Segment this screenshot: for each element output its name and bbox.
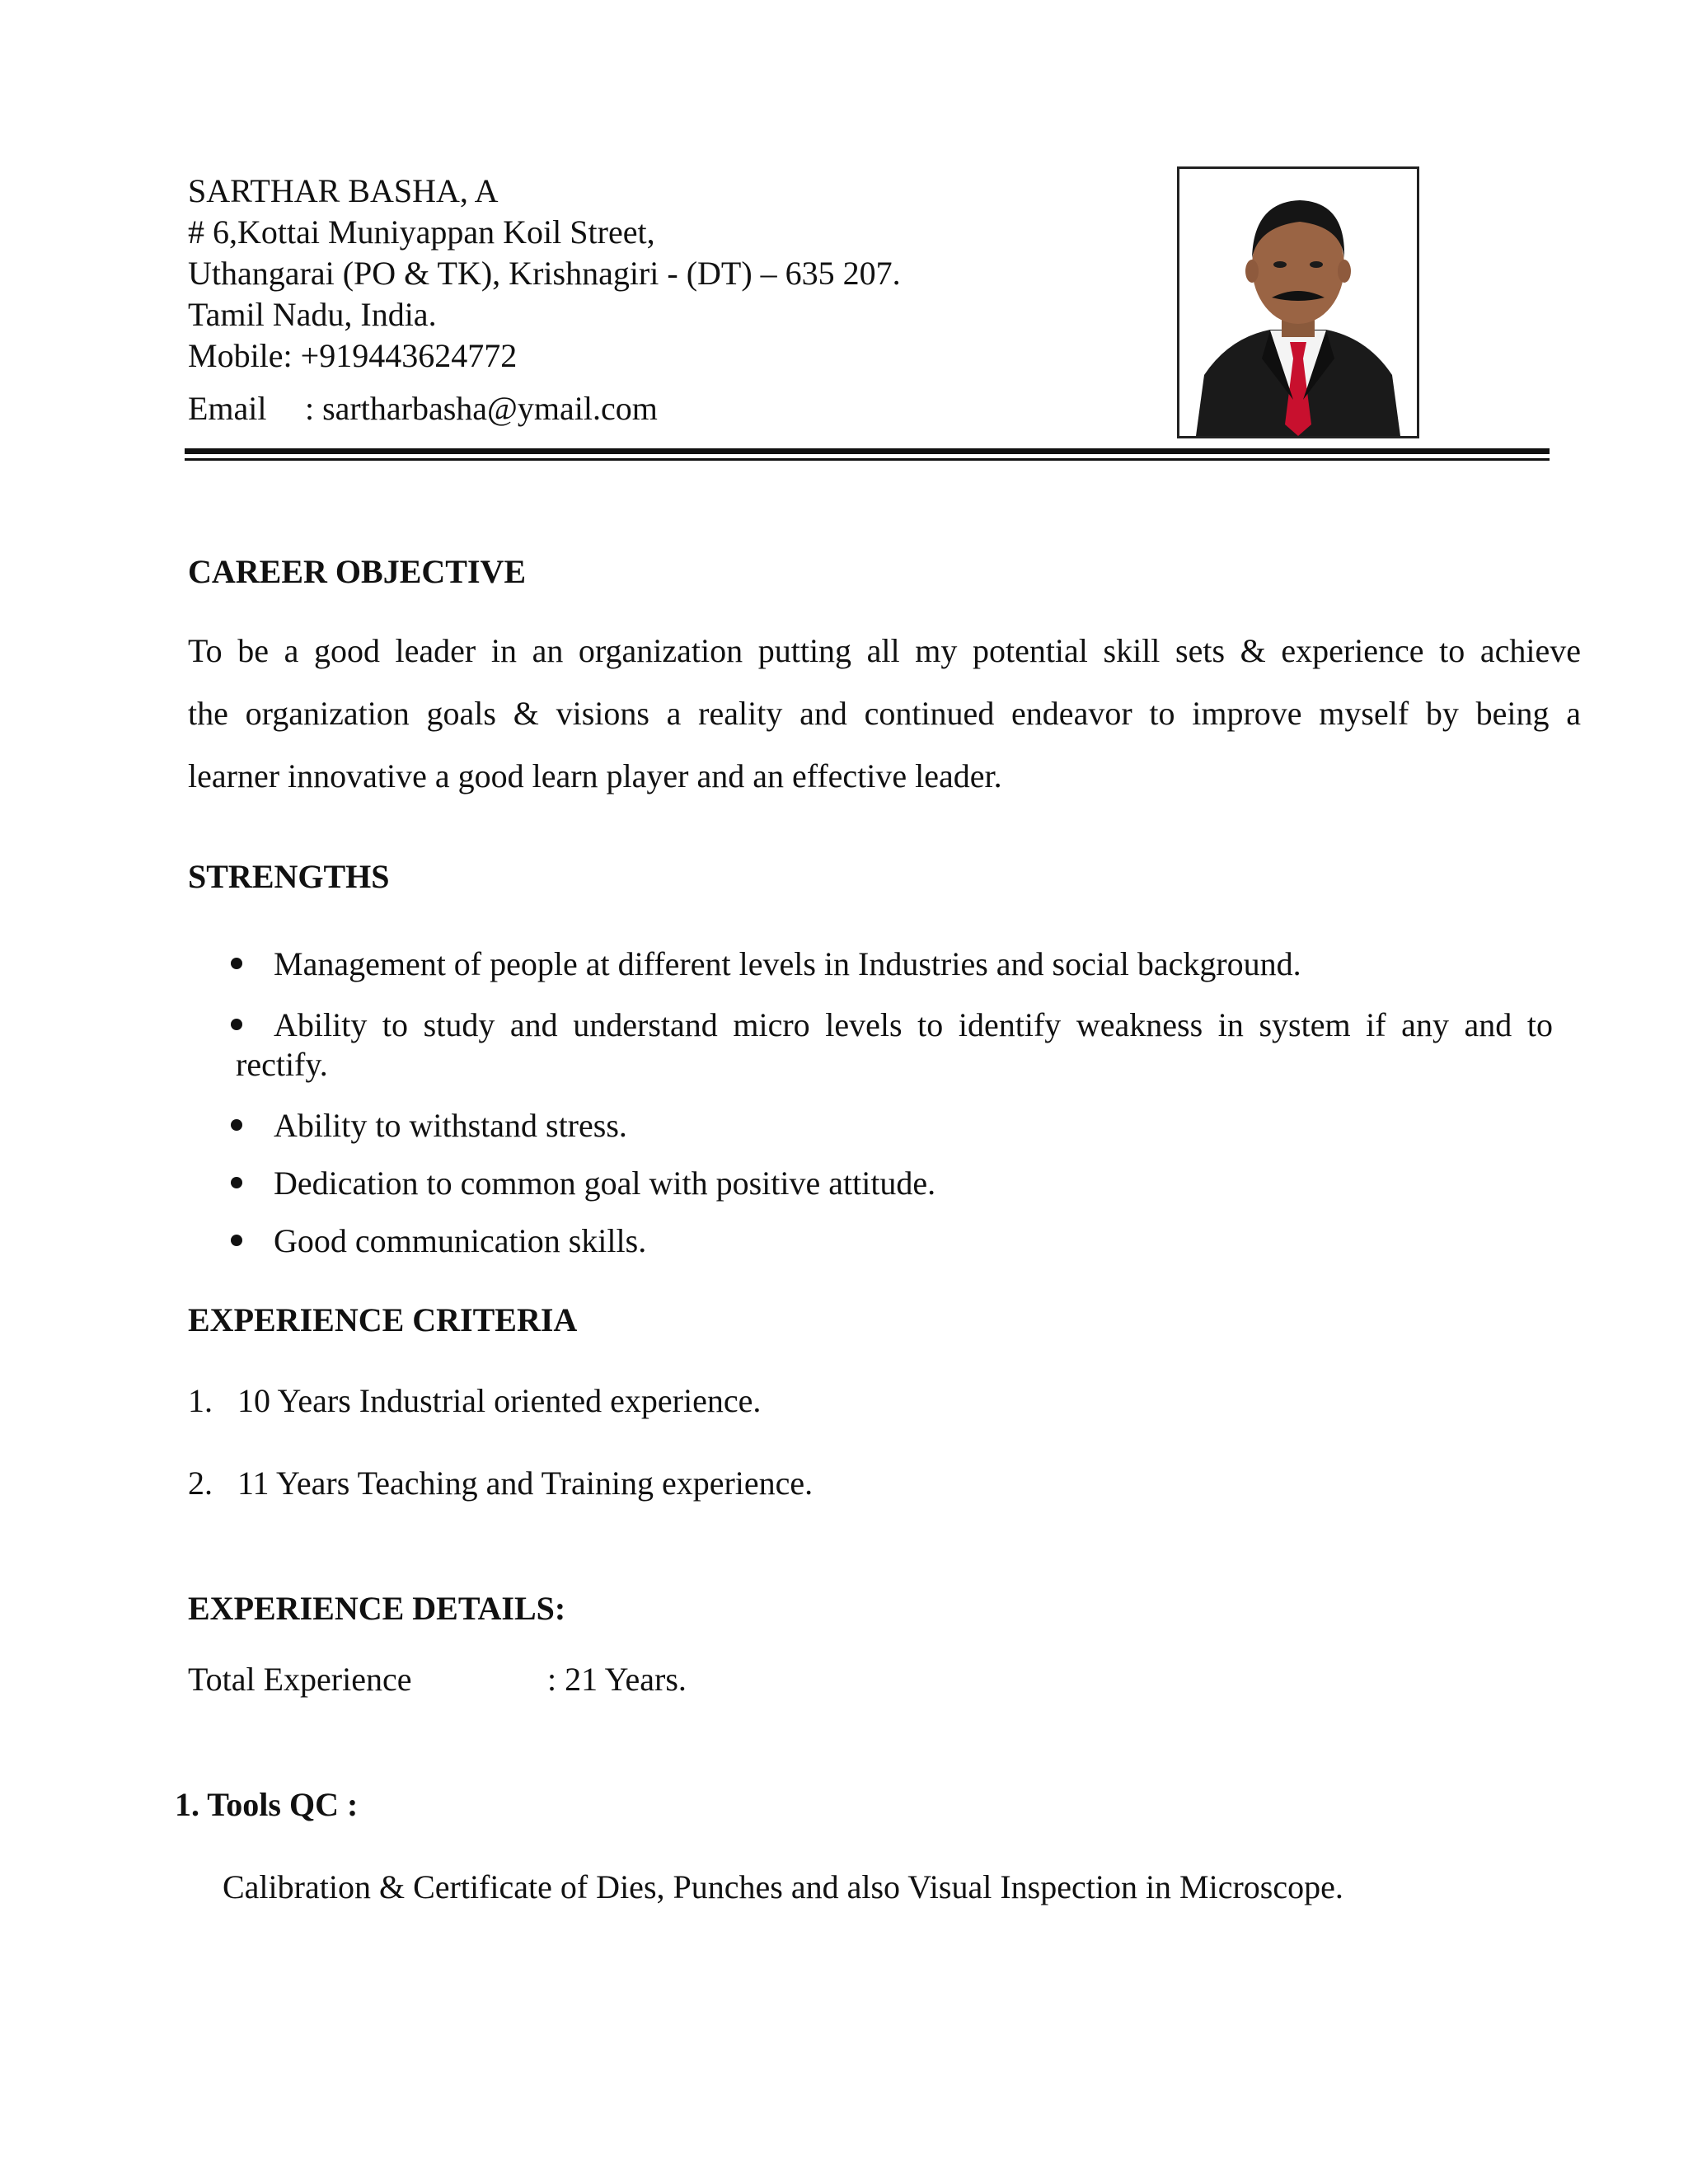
bullet-icon (231, 1119, 242, 1131)
mobile-number: Mobile: +919443624772 (188, 337, 518, 374)
strength-item: Ability to study and understand micro levels to identify weakness in system if any and to (274, 1006, 1553, 1043)
section-title-experience-criteria: EXPERIENCE CRITERIA (188, 1301, 578, 1338)
criteria-number: 1. (188, 1382, 213, 1419)
header-divider-thin (185, 458, 1550, 461)
profile-photo (1177, 166, 1419, 438)
total-experience-value: : 21 Years. (547, 1661, 687, 1698)
address-line-3: Tamil Nadu, India. (188, 296, 437, 333)
section-title-tools-qc: 1. Tools QC : (175, 1786, 359, 1823)
objective-line-1: To be a good leader in an organization putting all my potential skill sets & experience to achieve (188, 632, 1581, 669)
section-title-strengths: STRENGTHS (188, 858, 390, 895)
email-label: Email (188, 390, 267, 427)
criteria-item: 10 Years Industrial oriented experience. (237, 1382, 762, 1419)
tools-qc-description: Calibration & Certificate of Dies, Punches and also Visual Inspection in Microscope. (223, 1868, 1343, 1905)
applicant-name: SARTHAR BASHA, A (188, 172, 499, 209)
section-title-career-objective: CAREER OBJECTIVE (188, 553, 527, 590)
bullet-icon (231, 958, 242, 969)
objective-line-3: learner innovative a good learn player and an effective leader. (188, 757, 1002, 794)
person-portrait-icon (1179, 169, 1417, 436)
email-value: : sartharbasha@ymail.com (305, 390, 658, 427)
strength-item: Good communication skills. (274, 1222, 647, 1259)
criteria-number: 2. (188, 1465, 213, 1502)
criteria-item: 11 Years Teaching and Training experience. (237, 1465, 814, 1502)
bullet-icon (231, 1019, 242, 1030)
strength-item: Management of people at different levels in Industries and social background. (274, 945, 1301, 982)
header-divider-thick (185, 448, 1550, 454)
bullet-icon (231, 1177, 242, 1188)
section-title-experience-details: EXPERIENCE DETAILS: (188, 1590, 566, 1627)
strength-item: Dedication to common goal with positive attitude. (274, 1165, 936, 1202)
strength-item: Ability to withstand stress. (274, 1107, 627, 1144)
total-experience-label: Total Experience (188, 1661, 412, 1698)
objective-line-2: the organization goals & visions a reality and continued endeavor to improve myself by being a (188, 695, 1581, 732)
strength-item-continuation: rectify. (236, 1046, 328, 1083)
address-line-2: Uthangarai (PO & TK), Krishnagiri - (DT) – 635 207. (188, 255, 901, 292)
address-line-1: # 6,Kottai Muniyappan Koil Street, (188, 213, 655, 251)
bullet-icon (231, 1235, 242, 1246)
